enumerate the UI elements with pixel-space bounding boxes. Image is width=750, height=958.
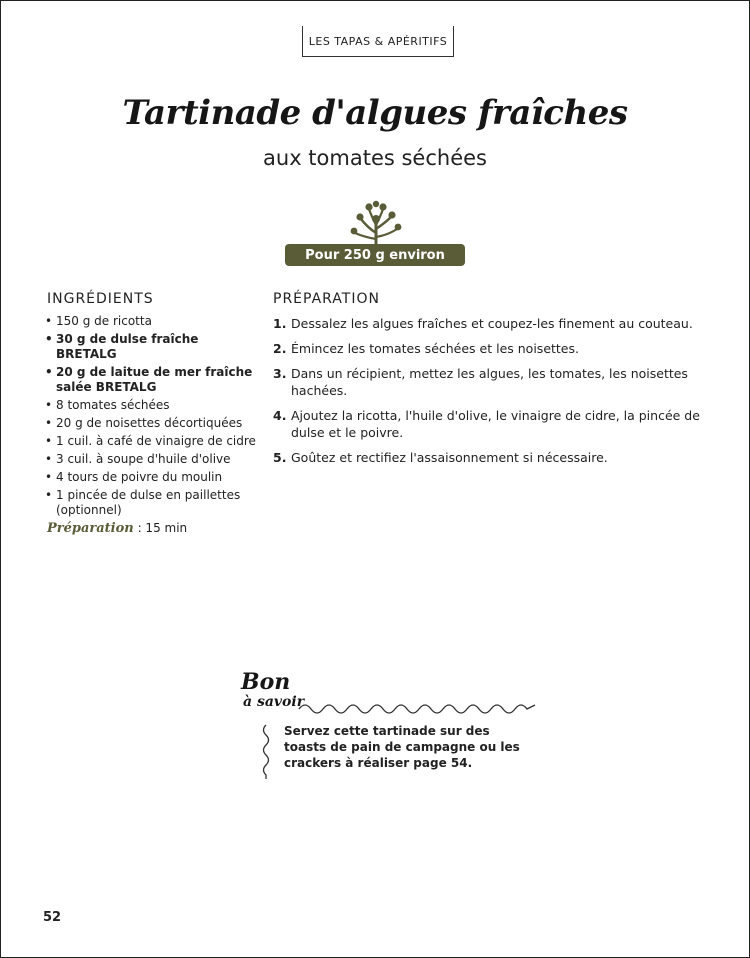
section-header bbox=[302, 26, 454, 57]
prep-time-value: : 15 min bbox=[137, 521, 188, 535]
page-number: 52 bbox=[43, 910, 62, 925]
wavy-side-decoration bbox=[260, 723, 272, 781]
step-number: 5. bbox=[273, 450, 287, 465]
preparation-steps bbox=[273, 315, 703, 474]
preparation-heading: PRÉPARATION bbox=[273, 291, 380, 307]
recipe-title: Tartinade d'algues fraîches bbox=[122, 93, 628, 133]
step-number: 4. bbox=[273, 408, 287, 423]
tip-title-bon: Bon bbox=[241, 669, 291, 695]
step-number: 1. bbox=[273, 316, 287, 331]
prep-time bbox=[47, 521, 187, 536]
tip-text: Servez cette tartinade sur des toasts de pain de campagne ou les crackers à réaliser page 54. bbox=[284, 724, 520, 770]
ingredient-item: • 30 g de dulse fraîche BRETALG bbox=[45, 332, 257, 362]
seaweed-sprig-icon bbox=[349, 199, 403, 249]
tip-title-a-savoir: à savoir bbox=[243, 694, 305, 710]
section-title: LES TAPAS & APÉRITIFS bbox=[308, 34, 448, 48]
recipe-subtitle: aux tomates séchées bbox=[263, 146, 487, 170]
preparation-step bbox=[273, 315, 703, 332]
wavy-line-decoration bbox=[297, 697, 537, 717]
step-text: Goûtez et rectifiez l'assaisonnement si nécessaire. bbox=[291, 450, 608, 465]
step-text: Émincez les tomates séchées et les noisettes. bbox=[291, 341, 579, 356]
ingredient-item: • 150 g de ricotta bbox=[45, 314, 257, 329]
preparation-step bbox=[273, 449, 703, 466]
ingredient-item: • 4 tours de poivre du moulin bbox=[45, 470, 257, 485]
preparation-step bbox=[273, 365, 703, 399]
ingredients-heading: INGRÉDIENTS bbox=[47, 291, 154, 307]
ingredient-item: • 8 tomates séchées bbox=[45, 398, 257, 413]
ingredient-item: • 1 pincée de dulse en paillettes (optionnel) bbox=[45, 488, 257, 518]
step-text: Ajoutez la ricotta, l'huile d'olive, le vinaigre de cidre, la pincée de dulse et le poivre. bbox=[291, 408, 700, 440]
ingredients-list bbox=[45, 314, 257, 521]
step-text: Dans un récipient, mettez les algues, les tomates, les noisettes hachées. bbox=[291, 366, 688, 398]
ingredient-item: • 1 cuil. à café de vinaigre de cidre bbox=[45, 434, 257, 449]
step-number: 3. bbox=[273, 366, 287, 381]
step-text: Dessalez les algues fraîches et coupez-les finement au couteau. bbox=[291, 316, 693, 331]
yield-badge bbox=[285, 244, 465, 266]
yield-text: Pour 250 g environ bbox=[305, 247, 445, 263]
ingredient-item: • 20 g de noisettes décortiquées bbox=[45, 416, 257, 431]
ingredient-item: • 20 g de laitue de mer fraîche salée BRETALG bbox=[45, 365, 257, 395]
preparation-step bbox=[273, 407, 703, 441]
step-number: 2. bbox=[273, 341, 287, 356]
ingredient-item: • 3 cuil. à soupe d'huile d'olive bbox=[45, 452, 257, 467]
prep-time-label: Préparation bbox=[47, 521, 134, 536]
preparation-step bbox=[273, 340, 703, 357]
